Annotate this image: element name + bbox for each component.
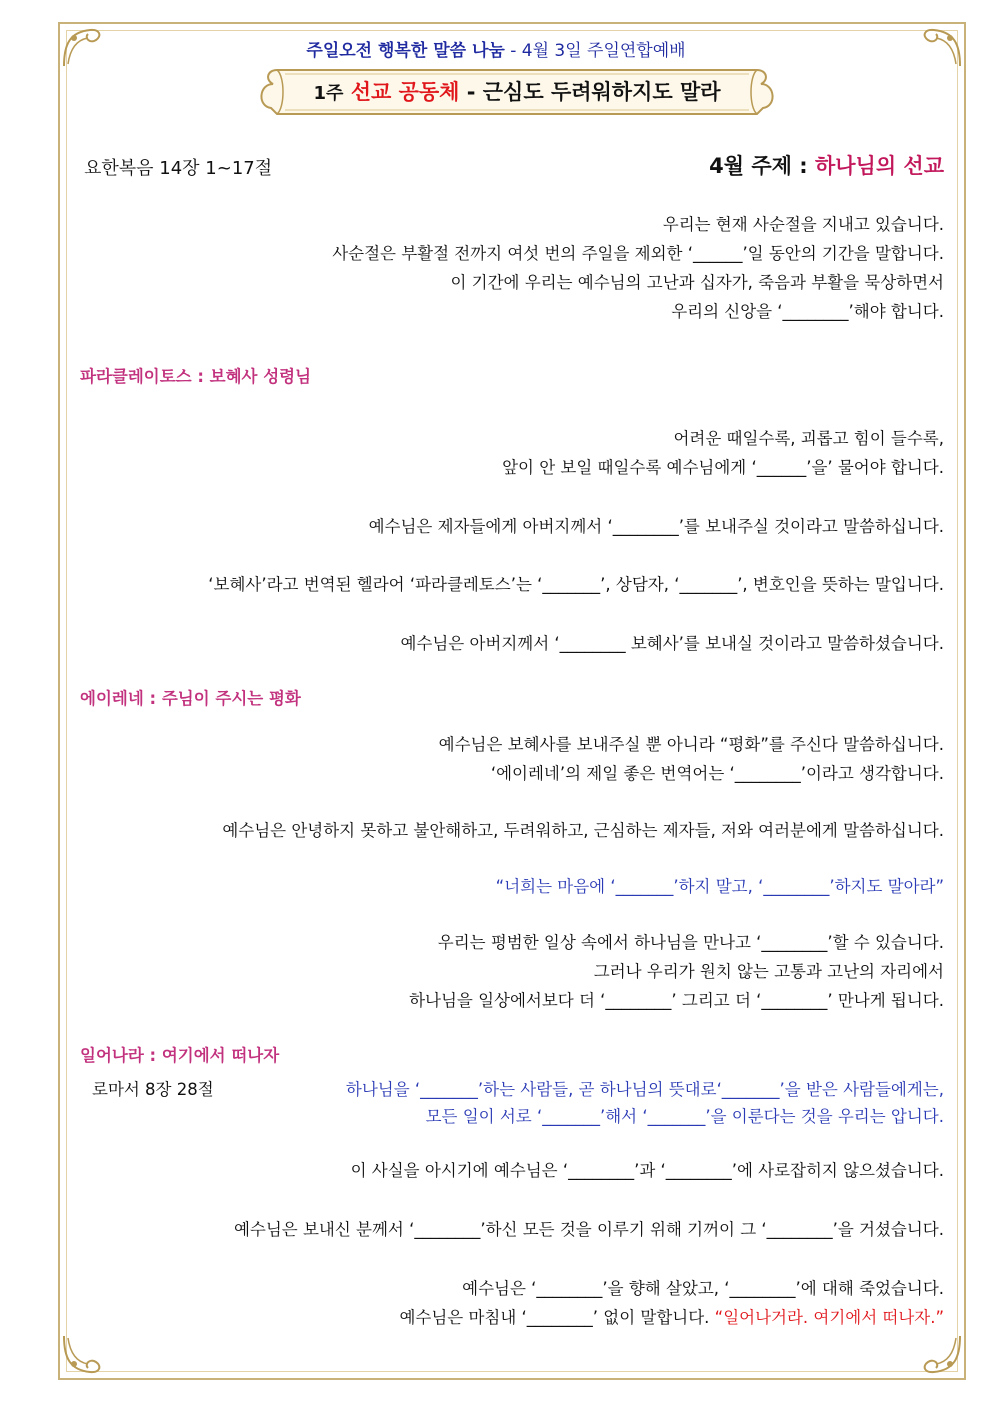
body-line: 앞이 안 보일 때일수록 예수님에게 ‘______’을’ 물어야 합니다.: [502, 458, 944, 477]
body-line: 예수님은 보내신 분께서 ‘________’하신 모든 것을 이루기 위해 기꺼이 그 ‘________’을 거셨습니다.: [233, 1220, 944, 1239]
body-line: 예수님은 아버지께서 ‘________ 보혜사’를 보내실 것이라고 말씀하셨습니다.: [400, 634, 944, 653]
body-line: ‘보혜사’라고 번역된 헬라어 ‘파라클레토스’는 ‘_______’, 상담자, ‘_______’, 변호인을 뜻하는 말입니다.: [208, 575, 944, 594]
corner-ornament-icon: [60, 1332, 106, 1378]
intro-line: 이 기간에 우리는 예수님의 고난과 십자가, 죽음과 부활을 묵상하면서: [450, 273, 944, 292]
body-line: 예수님은 제자들에게 아버지께서 ‘________’를 보내주실 것이라고 말씀하십니다.: [368, 517, 944, 536]
title-rest: - 근심도 두려워하지도 말라: [459, 80, 721, 104]
body-line: 예수님은 보혜사를 보내주실 뿐 아니라 “평화”를 주신다 말씀하십니다.: [438, 735, 944, 754]
verse-line: 하나님을 ‘_______’하는 사람들, 곧 하나님의 뜻대로‘_______’을 받은 사람들에게는,: [345, 1080, 944, 1099]
verse-reference: 로마서 8장 28절: [92, 1080, 214, 1099]
service-subtitle: [0, 36, 992, 61]
title-week: 1주: [313, 83, 344, 104]
theme-value: 하나님의 선교: [814, 154, 944, 178]
intro-line: 사순절은 부활절 전까지 여섯 번의 주일을 제외한 ‘______’일 동안의 기간을 말합니다.: [332, 244, 944, 263]
verse-line: 모든 일이 서로 ‘_______’해서 ‘_______’을 이룬다는 것을 우리는 압니다.: [425, 1107, 944, 1126]
body-line: 하나님을 일상에서보다 더 ‘________’ 그리고 더 ‘________’ 만나게 됩니다.: [409, 991, 944, 1010]
subtitle-lead: 주일오전 행복한 말씀 나눔: [306, 41, 505, 61]
body-line: ‘에이레네’의 제일 좋은 번역어는 ‘________’이라고 생각합니다.: [490, 764, 944, 783]
body-line: 어려운 때일수록, 괴롭고 힘이 들수록,: [673, 429, 944, 448]
month-theme: [709, 150, 944, 180]
quote-line: “너희는 마음에 ‘_______’하지 말고, ‘________’하지도 말아라”: [495, 877, 944, 896]
intro-line: 우리의 신앙을 ‘________’해야 합니다.: [671, 302, 944, 321]
corner-ornament-icon: [918, 1332, 964, 1378]
section-heading: 일어나라 : 여기에서 떠나자: [80, 1046, 280, 1065]
body-line: 우리는 평범한 일상 속에서 하나님을 만나고 ‘________’할 수 있습니다.: [437, 933, 944, 952]
subtitle-date: - 4월 3일 주일연합예배: [504, 41, 686, 61]
closing-quote: “일어나거라. 여기에서 떠나자.”: [714, 1308, 944, 1327]
section-heading: 에이레네 : 주님이 주시는 평화: [80, 689, 301, 708]
theme-label: 4월 주제 :: [709, 154, 815, 178]
section-heading: 파라클레이토스 : 보혜사 성령님: [80, 367, 312, 386]
intro-line: 우리는 현재 사순절을 지내고 있습니다.: [662, 215, 944, 234]
body-line: 이 사실을 아시기에 예수님은 ‘________’과 ‘________’에 사로잡히지 않으셨습니다.: [350, 1161, 944, 1180]
body-line: 예수님은 안녕하지 못하고 불안해하고, 두려워하고, 근심하는 제자들, 저와 여러분에게 말씀하십니다.: [222, 821, 944, 840]
page-title: [255, 62, 779, 122]
body-line: 그러나 우리가 원치 않는 고통과 고난의 자리에서: [593, 962, 944, 981]
body-line: 예수님은 ‘________’을 향해 살았고, ‘________’에 대해 죽었습니다.: [462, 1279, 944, 1298]
title-highlight: 선교 공동체: [350, 80, 460, 104]
scripture-reference: 요한복음 14장 1~17절: [84, 158, 273, 179]
closing-text: 예수님은 마침내 ‘________’ 없이 말합니다.: [399, 1308, 715, 1327]
closing-line: [399, 1304, 944, 1328]
